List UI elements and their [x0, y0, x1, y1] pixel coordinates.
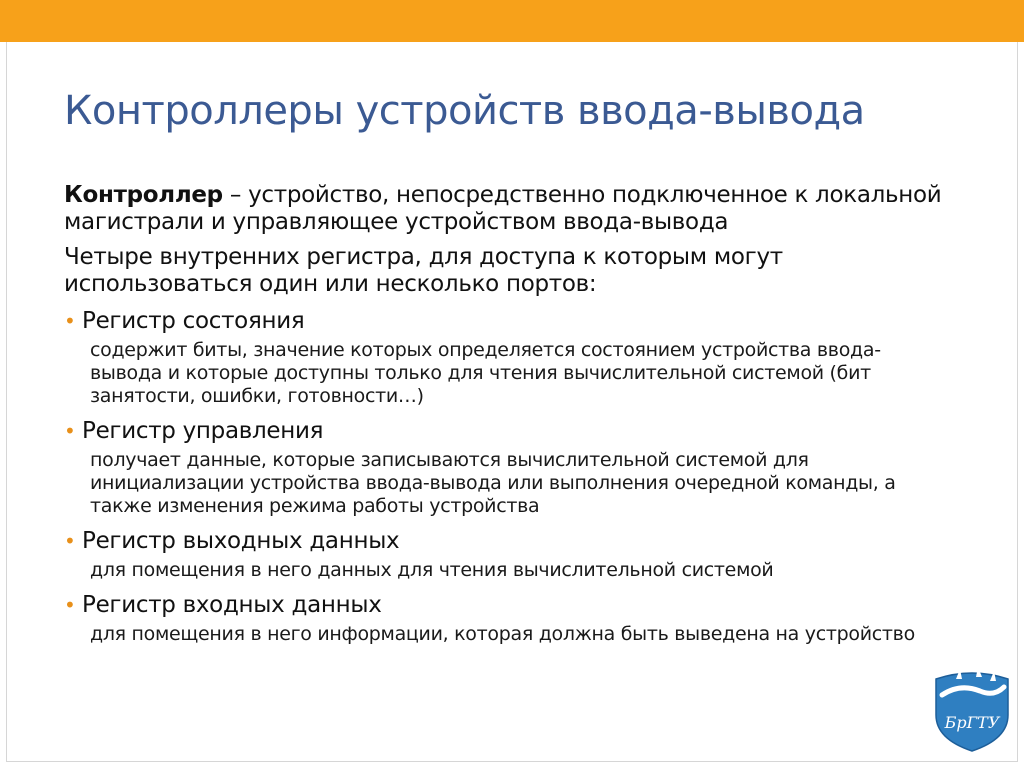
register-title-output-data: Регистр выходных данных — [82, 528, 400, 554]
slide-content — [64, 182, 944, 646]
register-description-control: получает данные, которые записываются вычислительной системой для инициализации устройства ввода-вывода или выполнения очередной команды, а также изменения режима работы устройства — [90, 449, 896, 517]
controller-definition — [64, 182, 944, 236]
register-title-status: Регистр состояния — [82, 308, 305, 334]
bullet-icon: • — [64, 309, 76, 333]
controller-definition-text: – устройство, непосредственно подключенное к локальной магистрали и управляющее устройством ввода-вывода — [64, 182, 942, 235]
bullet-icon: • — [64, 529, 76, 553]
register-item-output-data — [64, 528, 944, 582]
register-description-input-data: для помещения в него информации, которая должна быть выведена на устройство — [90, 623, 915, 645]
top-accent-bar — [0, 0, 1024, 42]
bullet-icon: • — [64, 593, 76, 617]
logo-text: БрГТУ — [944, 713, 1000, 732]
bullet-icon: • — [64, 419, 76, 443]
register-item-input-data — [64, 592, 944, 646]
register-item-status — [64, 308, 944, 408]
register-title-control: Регистр управления — [82, 418, 324, 444]
slide-title: Контроллеры устройств ввода-вывода — [64, 88, 865, 134]
brgtu-logo-icon — [932, 665, 1012, 753]
registers-intro: Четыре внутренних регистра, для доступа к которым могут использоваться один или несколько портов: — [64, 244, 783, 297]
register-title-input-data: Регистр входных данных — [82, 592, 382, 618]
register-item-control — [64, 418, 944, 518]
register-description-status: содержит биты, значение которых определяется состоянием устройства ввода-вывода и которые доступны только для чтения вычислительной системой (бит занятости, ошибки, готовности…) — [90, 339, 881, 407]
register-description-output-data: для помещения в него данных для чтения вычислительной системой — [90, 559, 774, 581]
controller-term: Контроллер — [64, 182, 223, 208]
